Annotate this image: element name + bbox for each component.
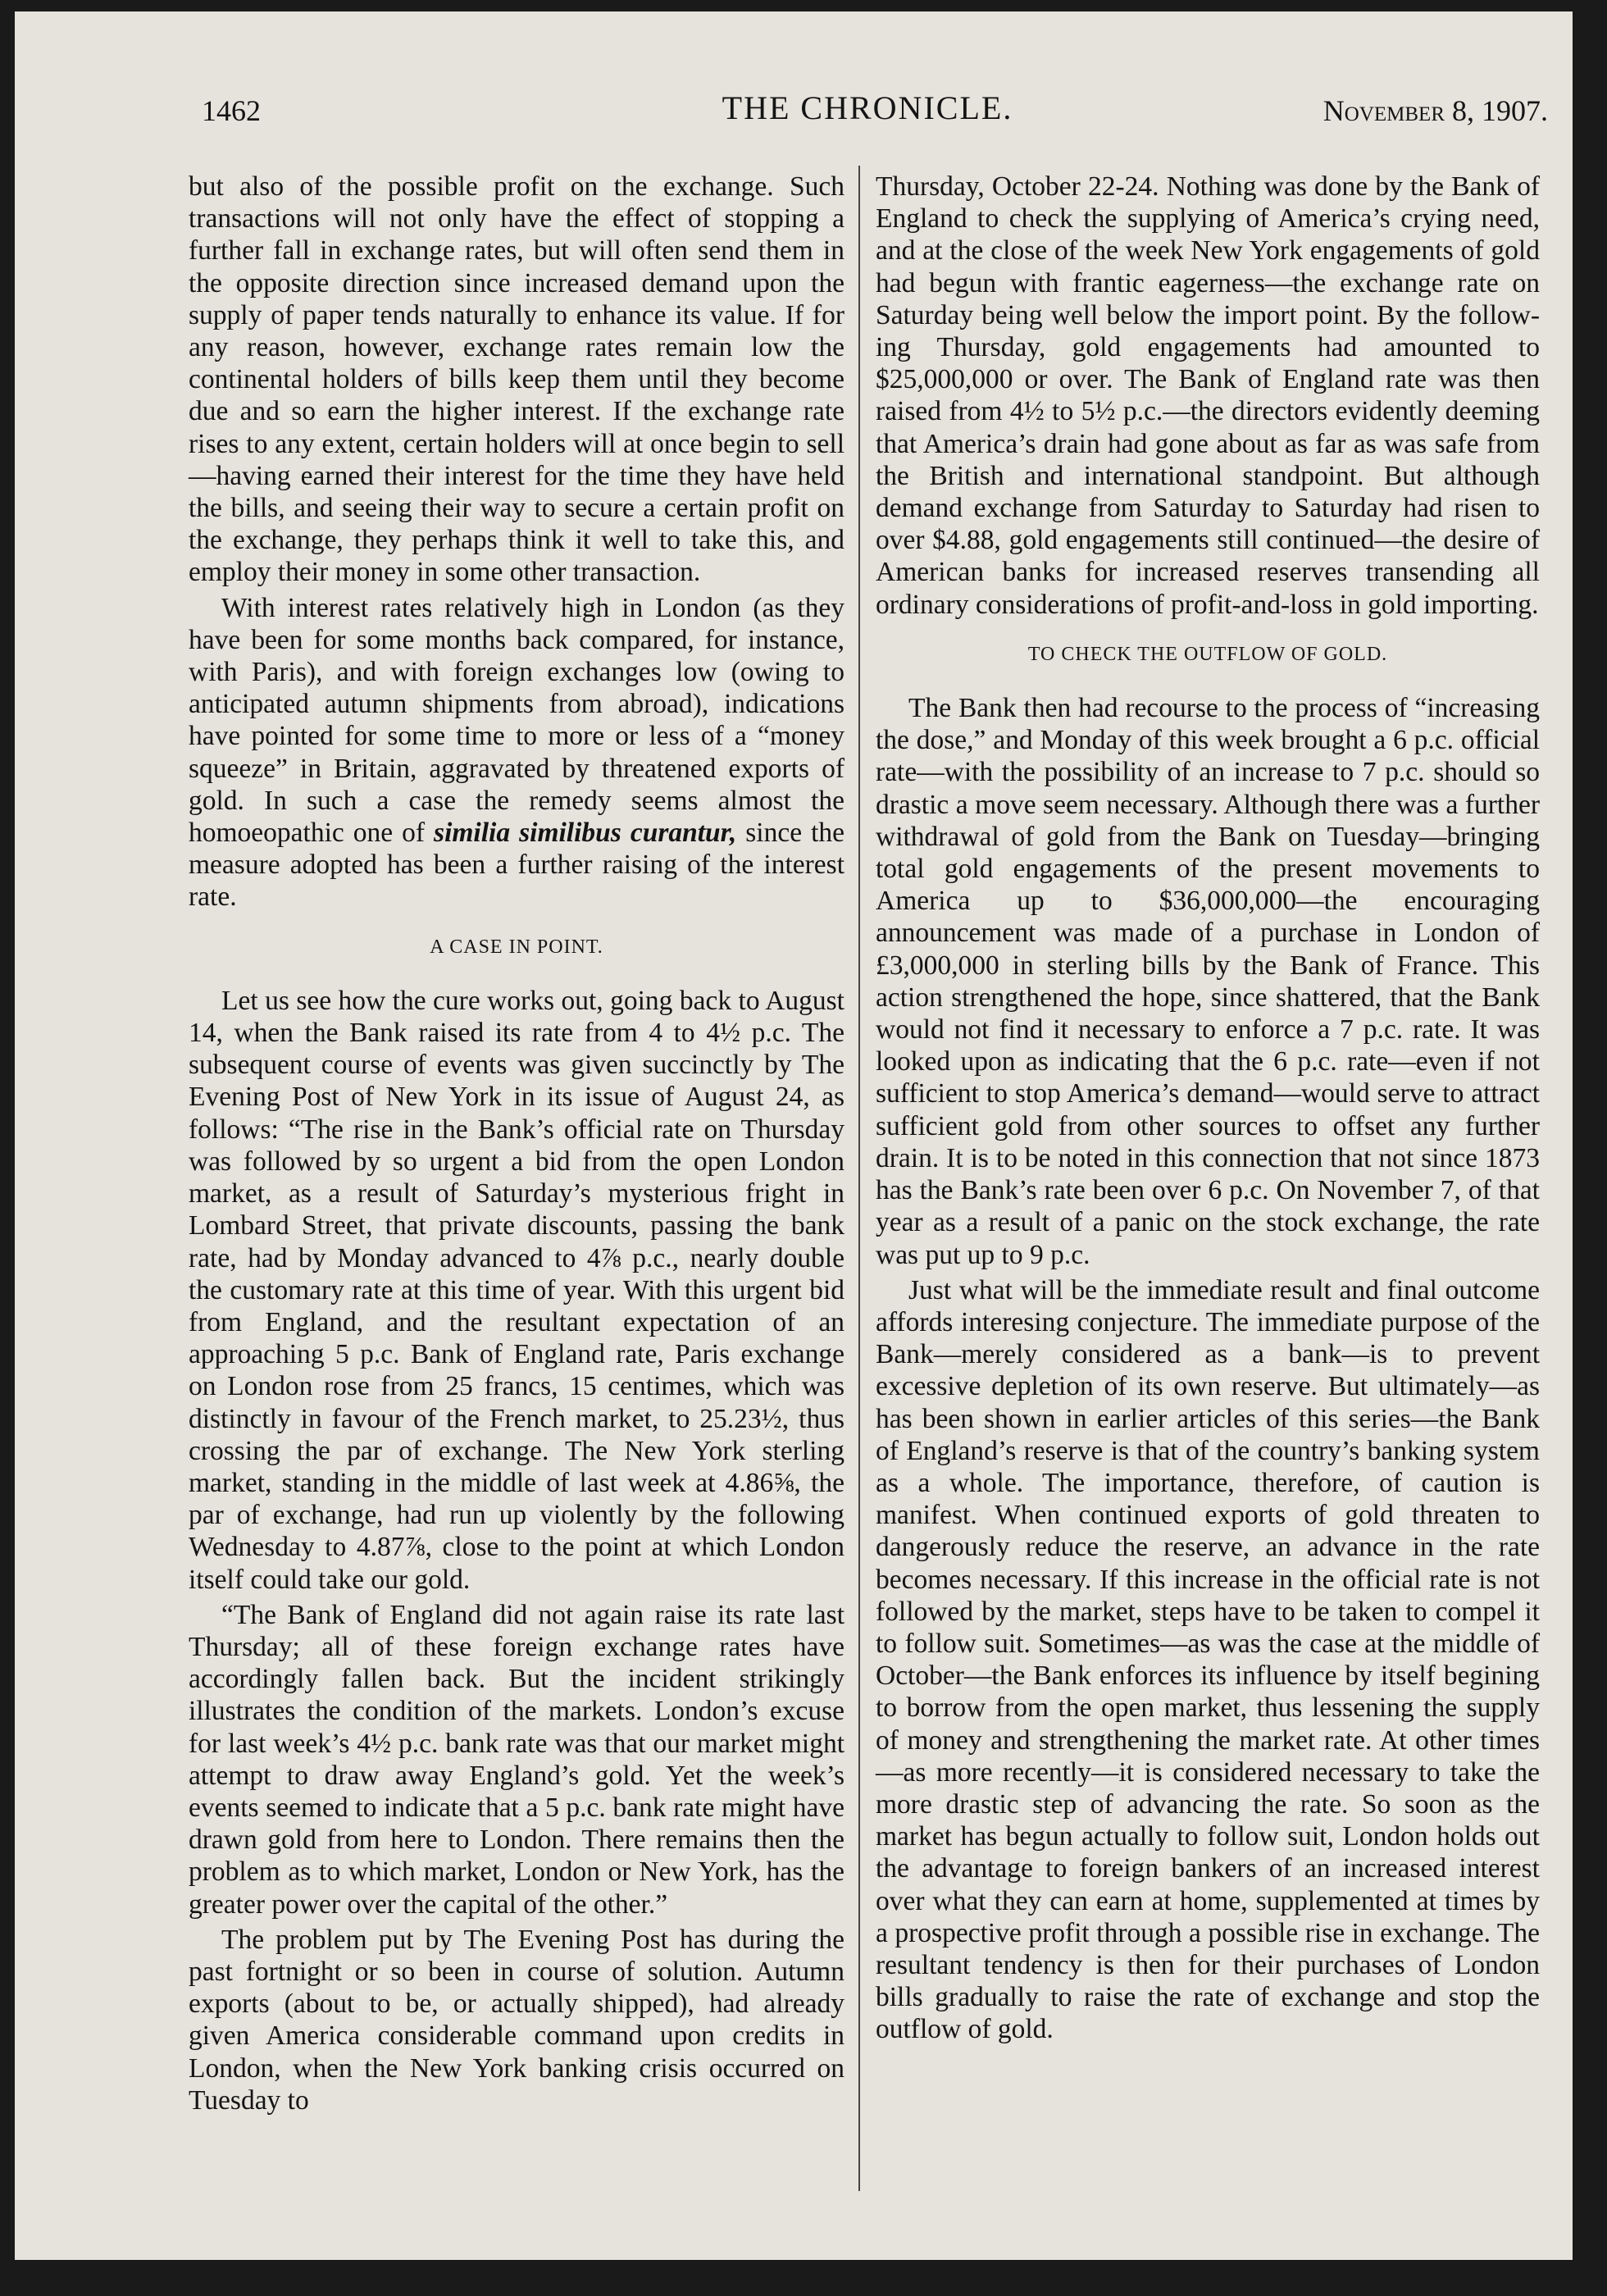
left-paragraph-2-text: With interest rates relatively high in London (as they have been for some months back compared, for instance, with Paris), and with foreign exchanges low (owing to anticipated autumn shipments from abroad), indications have pointed for some time to more or less of a “money squeeze” in Britain, aggravated by threatened exports of gold. In such a case the remedy seems almost the homoeopathic one of [189,592,844,849]
newspaper-page [15,11,1573,2260]
right-paragraph-2: The Bank then had recourse to the process of “increasing the dose,” and Monday of this week brought a 6 p.c. official rate—with the possibility of an increase to 7 p.c. should so drastic a move seem necessary. Although there was a further withdrawal of gold from the Bank on Tuesday—bringing total gold engagements of the present movements to America up to $36,000,000—the encouraging announcement was made of a purchase in London of £3,000,000 in sterling bills by the Bank of France. This action strengthened the hope, since shattered, that the Bank would not find it necessary to enforce a 7 p.c. rate. It was looked upon as indicating that the 6 p.c. rate—even if not sufficient to stop America’s demand—would serve to attract sufficient gold from other sources to offset any further drain. It is to be noted in this connection that not since 1873 has the Bank’s rate been over 6 p.c. On November 7, of that year as a result of a panic on the stock exchange, the rate was put up to 9 p.c. [876,693,1540,1270]
right-column [876,171,1540,2212]
column-divider [858,166,860,2191]
left-paragraph-3: Let us see how the cure works out, going back to August 14, when the Bank raised its rate from 4 to 4½ p.c. The subsequent course of events was given succinctly by The Evening Post of New York in its issue of August 24, as follows: “The rise in the Bank’s official rate on Thursday was followed by so urgent a bid from the open London market, as a result of Saturday’s mysterious fright in Lombard Street, that private discounts, passing the bank rate, had by Monday advanced to 4⅞ p.c., nearly double the customary rate at this time of year. With this urgent bid from England, and the resultant expectation of an approaching 5 p.c. Bank of England rate, Paris exchange on London rose from 25 francs, 15 centimes, which was distinctly in favour of the French market, to 25.23½, thus crossing the par of exchange. The New York sterling market, standing in the middle of last week at 4.86⅝, the par of exchange, had run up violently by the following Wednesday to 4.87⅞, close to the point at which London itself could take our gold. [189,985,844,1595]
page-number: 1462 [202,94,261,127]
right-paragraph-1: Thursday, October 22-24. Nothing was done by the Bank of England to check the supplying of America’s crying need, and at the close of the week New York engagements of gold had begun with frantic eagerness—the exchange rate on Saturday being well below the import point. By the following Thursday, gold engagements had amounted to $25,000,000 or over. The Bank of England rate was then raised from 4½ to 5½ p.c.—the directors evidently deeming that America’s drain had gone about as far as was safe from the British and international standpoint. But although demand exchange from Saturday to Saturday had risen to over $4.88, gold engagements still continued—the desire of American banks for increased reserves transending all ordinary considerations of profit-and-loss in gold importing. [876,171,1540,620]
page-header [187,85,1548,143]
right-paragraph-3: Just what will be the immediate result and final outcome affords interesing conjecture. The immediate purpose of the Bank—merely considered as a bank—is to prevent excessive depletion of its own reserve. But ultimately—as has been shown in earlier articles of this series—the Bank of England’s reserve is that of the country’s banking system as a whole. The importance, therefore, of caution is manifest. When continued exports of gold threaten to dangerously reduce the reserve, an advance in the rate becomes necessary. If this increase in the official rate is not followed by the market, steps have to be taken to compel it to follow suit. Sometimes—as was the case at the middle of October—the Bank enforces its influence by itself begining to borrow from the open market, thus lessening the supply of money and strengthening the market rate. At other times—as more recently—it is considered necessary to take the more drastic step of advancing the rate. So soon as the market has begun actually to follow suit, London holds out the advantage to foreign bankers of an increased interest over what they can earn at home, supplemented at times by a prospective profit through a possible rise in exchange. The resultant tendency is then for their purchases of London bills gradually to raise the rate of exchange and stop the outflow of gold. [876,1274,1540,2045]
section-heading-outflow-of-gold: TO CHECK THE OUTFLOW OF GOLD. [1027,643,1388,665]
left-paragraph-5: The problem put by The Evening Post has during the past fortnight or so been in course of solution. Autumn exports (about to be, or actually shipped), had already given America considerable command upon credits in London, when the New York banking crisis occurred on Tuesday to [189,1924,844,2116]
left-paragraph-2 [189,592,844,913]
left-paragraph-4: “The Bank of England did not again raise its rate last Thursday; all of these foreign exchange rates have accordingly fallen back. But the incident strikingly illustrates the condition of the markets. London’s excuse for last week’s 4½ p.c. bank rate was that our market might attempt to draw away England’s gold. Yet the week’s events seemed to indicate that a 5 p.c. bank rate might have drawn gold from here to London. There remains then the problem as to which market, London or New York, has the greater power over the capital of the other.” [189,1599,844,1920]
publication-title: THE CHRONICLE. [722,89,1013,126]
left-paragraph-1: but also of the possible profit on the exchange. Such transactions will not only have the effect of stopping a further fall in exchange rates, but will often send them in the opposite direction since increased demand upon the supply of paper tends naturally to enhance its value. If for any reason, however, exchange rates remain low the continental holders of bills keep them until they become due and so earn the higher interest. If the exchange rate rises to any extent, certain holders will at once begin to sell—having earned their interest for the time they have held the bills, and seeing their way to secure a certain profit on the exchange, they perhaps think it well to take this, and employ their money in some other transaction. [189,171,844,588]
left-paragraph-2-end: since the measure adopted has been a further raising of the interest rate. [189,818,844,913]
issue-date: November 8, 1907. [1322,94,1548,127]
section-heading-case-in-point: A CASE IN POINT. [430,936,603,958]
left-column [189,171,844,2212]
latin-phrase: similia similibus curantur, [434,818,737,849]
